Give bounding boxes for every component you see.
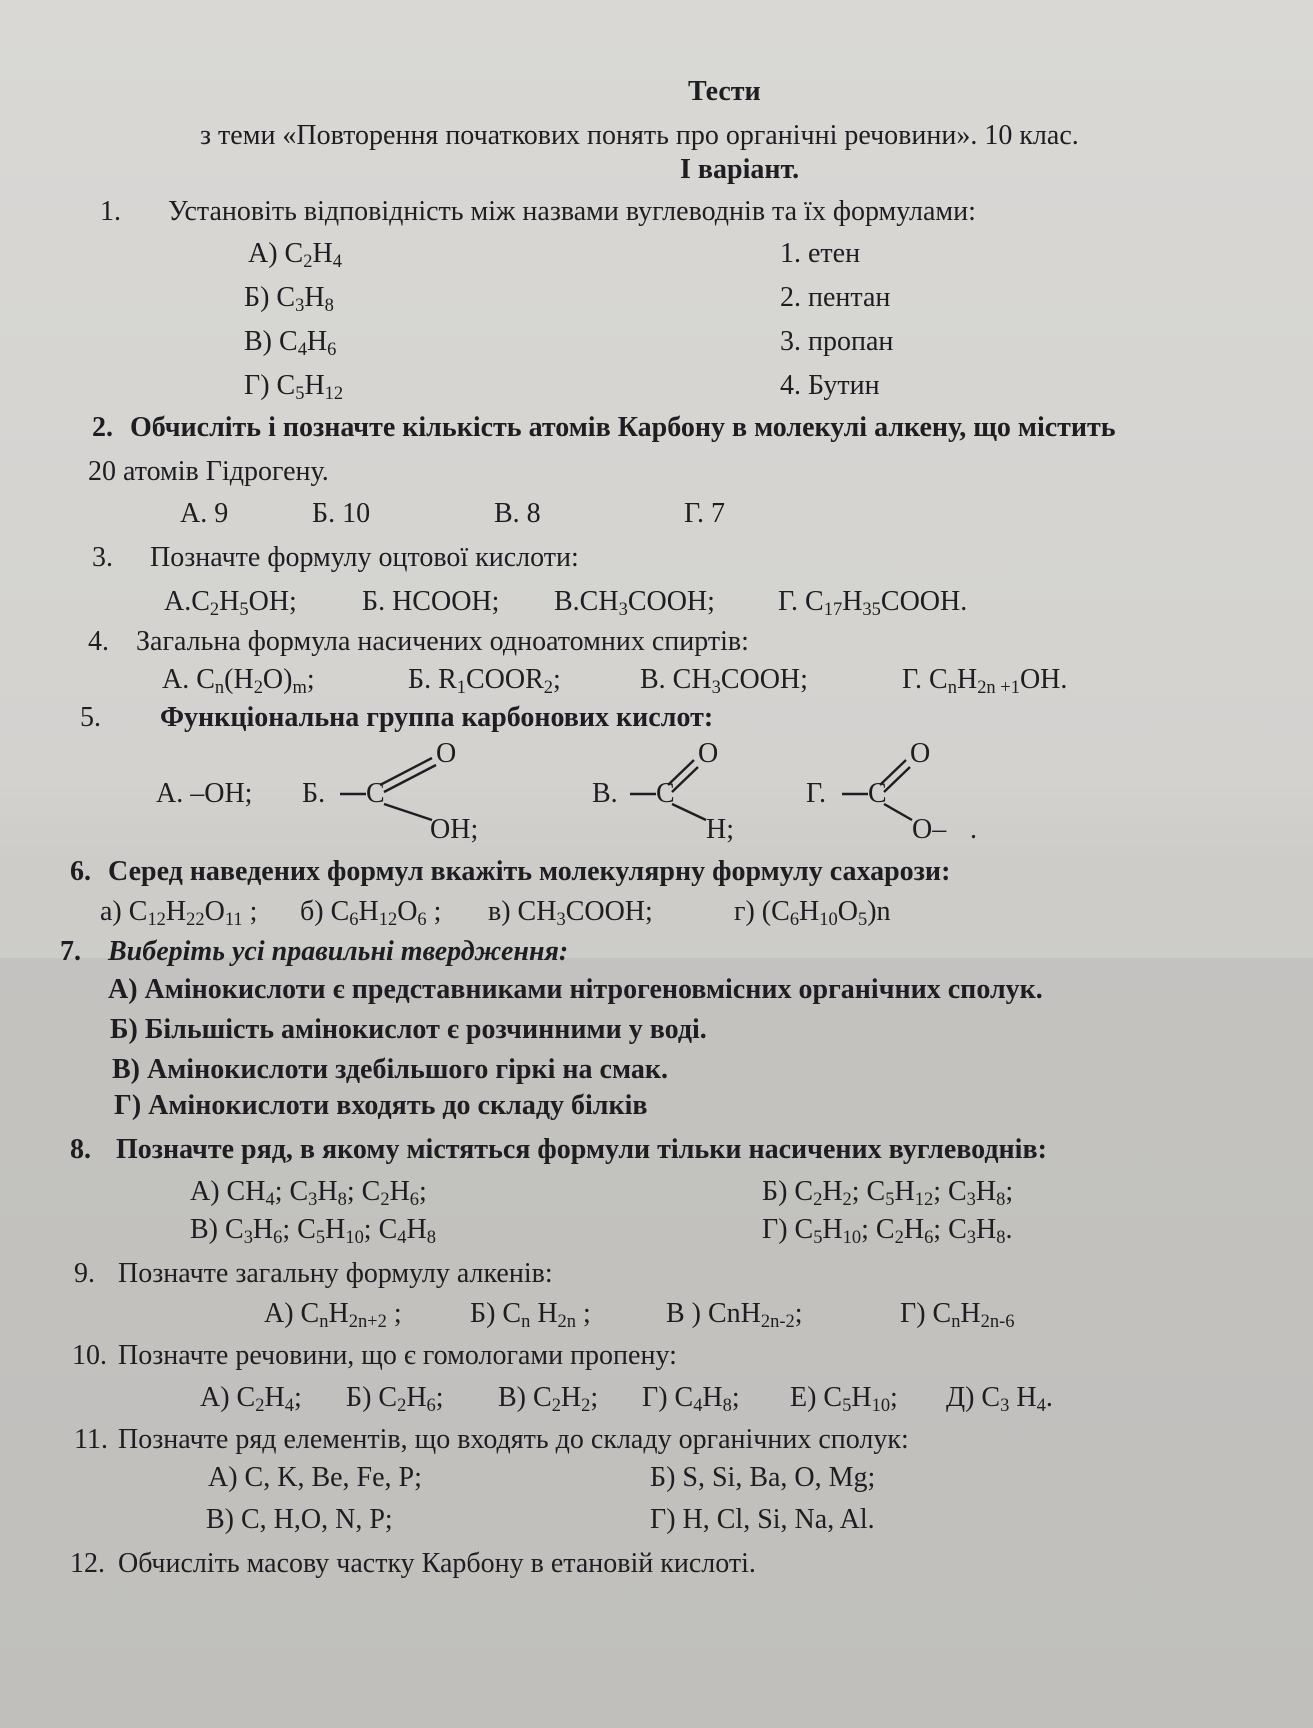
q4-option-a: А. $C_n(H_2O)_m$; [162,664,315,698]
q1-right-3: 4. Бутин [780,370,880,401]
q9-option-a: А) $C_nH_{2n+2}$ ; [264,1298,402,1332]
q3-option-g: Г. $C_{17}H_{35}COOH$. [778,586,968,620]
q5-option-b-carbon: C [366,778,385,809]
q10-option-a: А) $C_2H_4$; [200,1382,302,1416]
q5-option-g-period: . [970,814,977,845]
q7-option-g: Г) Амінокислоти входять до складу білків [114,1090,648,1121]
q1-left-3: Г) $C_5H_{12}$ [244,370,344,404]
q5-text: Функціональна группа карбонових кислот: [160,702,714,733]
q7-option-v: В) Амінокислоти здебільшого гіркі на смак. [112,1054,668,1085]
q4-option-v: В. $CH_3COOH$; [640,664,808,698]
q5-option-a: А. –OH; [156,778,253,809]
q6-option-v: в) $CH_3COOH$; [488,896,653,930]
q5-option-g-label: Г. [806,778,827,809]
q11-text: Позначте ряд елементів, що входять до складу органічних сполук: [118,1424,909,1455]
q7-text: Виберіть усі правильні твердження: [108,936,569,967]
q2-option-a: А. 9 [180,498,229,529]
q7-option-a: А) Амінокислоти є представниками нітрогеновмісних органічних сполук. [108,974,1043,1005]
q2-number: 2. [92,412,113,443]
q4-text: Загальна формула насичених одноатомних спиртів: [136,626,749,657]
q2-option-b: Б. 10 [312,498,371,529]
q10-option-e: Е) $C_5H_{10}$; [790,1382,898,1416]
q8-option-v: В) $C_3H_6$; $C_5H_{10}$; $C_4H_8$ [190,1214,436,1248]
q5-option-g-carbon: C [868,778,887,809]
q5-number: 5. [80,702,101,733]
q9-option-g: Г) $C_nH_{2n-6}$ [900,1298,1015,1332]
q8-text: Позначте ряд, в якому містяться формули тільки насичених вуглеводнів: [116,1134,1047,1165]
q1-right-1: 2. пентан [780,282,891,313]
q1-right-0: 1. етен [780,238,861,269]
q3-option-a: $А.C_2H_5OH$; [164,586,297,620]
q6-number: 6. [70,856,91,887]
q11-number: 11. [74,1424,108,1455]
q5-option-v-oxygen: O [698,738,719,769]
q10-option-b: Б) $C_2H_6$; [346,1382,444,1416]
q10-option-d: Д) $C_3$ $H_4$. [946,1382,1053,1416]
q1-right-2: 3. пропан [780,326,894,357]
q8-option-b: Б) $C_2H_2$; $C_5H_{12}$; $C_3H_8$; [762,1176,1014,1210]
q5-option-g-oxygen: O [910,738,931,769]
q5-option-b-hydroxyl: OH; [430,814,479,845]
q11-option-b: Б) S, Si, Ba, O, Mg; [650,1462,876,1493]
q3-text: Позначте формулу оцтової кислоти: [150,542,579,573]
q11-option-a: А) C, K, Be, Fe, P; [208,1462,422,1493]
q9-option-b: Б) $C_n$ $H_{2n}$ ; [470,1298,591,1332]
q10-option-v: В) $C_2H_2$; [498,1382,599,1416]
q5-option-v-hydrogen: H; [706,814,734,845]
q10-option-g: Г) $C_4H_8$; [642,1382,740,1416]
q9-option-v: В ) CnH$_{2n-2}$; [666,1298,803,1332]
q1-left-0: А) $C_2H_4$ [248,238,342,272]
q11-option-g: Г) H, Cl, Si, Na, Al. [650,1504,875,1535]
q5-option-v-carbon: C [656,778,675,809]
q7-option-b: Б) Більшість амінокислот є розчинними у воді. [110,1014,707,1045]
q8-number: 8. [70,1134,91,1165]
q1-number: 1. [100,196,121,227]
q1-left-1: Б) $C_3H_8$ [244,282,334,316]
q6-option-g: г) $(C_6H_{10}O_5)n$ [734,896,891,930]
q8-option-g: Г) $C_5H_{10}$; $C_2H_6$; $C_3H_8$. [762,1214,1013,1248]
q2-text: Обчисліть і позначте кількість атомів Карбону в молекулі алкену, що містить [130,412,1116,443]
q6-option-a: а) $C_{12}H_{22}O_{11}$ ; [100,896,258,930]
q5-option-b-oxygen: O [436,738,457,769]
variant-label: І варіант. [680,154,800,185]
q12-text: Обчисліть масову частку Карбону в етановій кислоті. [118,1548,756,1579]
q4-number: 4. [88,626,109,657]
q4-option-b: Б. $R_1COOR_2$; [408,664,561,698]
q9-text: Позначте загальну формулу алкенів: [118,1258,553,1289]
q11-option-v: В) C, H,O, N, P; [206,1504,393,1535]
q4-option-g: Г. $C_nH_{2n +1}OH$. [902,664,1068,698]
q10-text: Позначте речовини, що є гомологами пропену: [118,1340,677,1371]
q8-option-a: А) $CH_4$; $C_3H_8$; $C_2H_6$; [190,1176,427,1210]
q9-number: 9. [74,1258,95,1289]
q1-left-2: В) $C_4H_6$ [244,326,337,360]
q6-option-b: б) $C_6H_{12}O_6$ ; [300,896,442,930]
q5-option-g-ester-oxygen: O– [912,814,947,845]
q10-number: 10. [72,1340,107,1371]
page-subtitle: з теми «Повторення початкових понять про органічні речовини». 10 клас. [200,120,1079,151]
q3-option-v: $В.CH_3COOH$; [554,586,715,620]
q2-option-g: Г. 7 [684,498,726,529]
q2-option-v: В. 8 [494,498,541,529]
q3-option-b: Б. HCOOH; [362,586,500,617]
q12-number: 12. [70,1548,105,1579]
q7-number: 7. [60,936,81,967]
q3-number: 3. [92,542,113,573]
q5-option-b-label: Б. [302,778,326,809]
q6-text: Серед наведених формул вкажіть молекулярну формулу сахарози: [108,856,951,887]
q5-option-v-label: В. [592,778,618,809]
q2-text-cont: 20 атомів Гідрогену. [88,456,329,487]
page-title: Тести [688,76,761,107]
q1-text: Установіть відповідність між назвами вуглеводнів та їх формулами: [168,196,976,227]
